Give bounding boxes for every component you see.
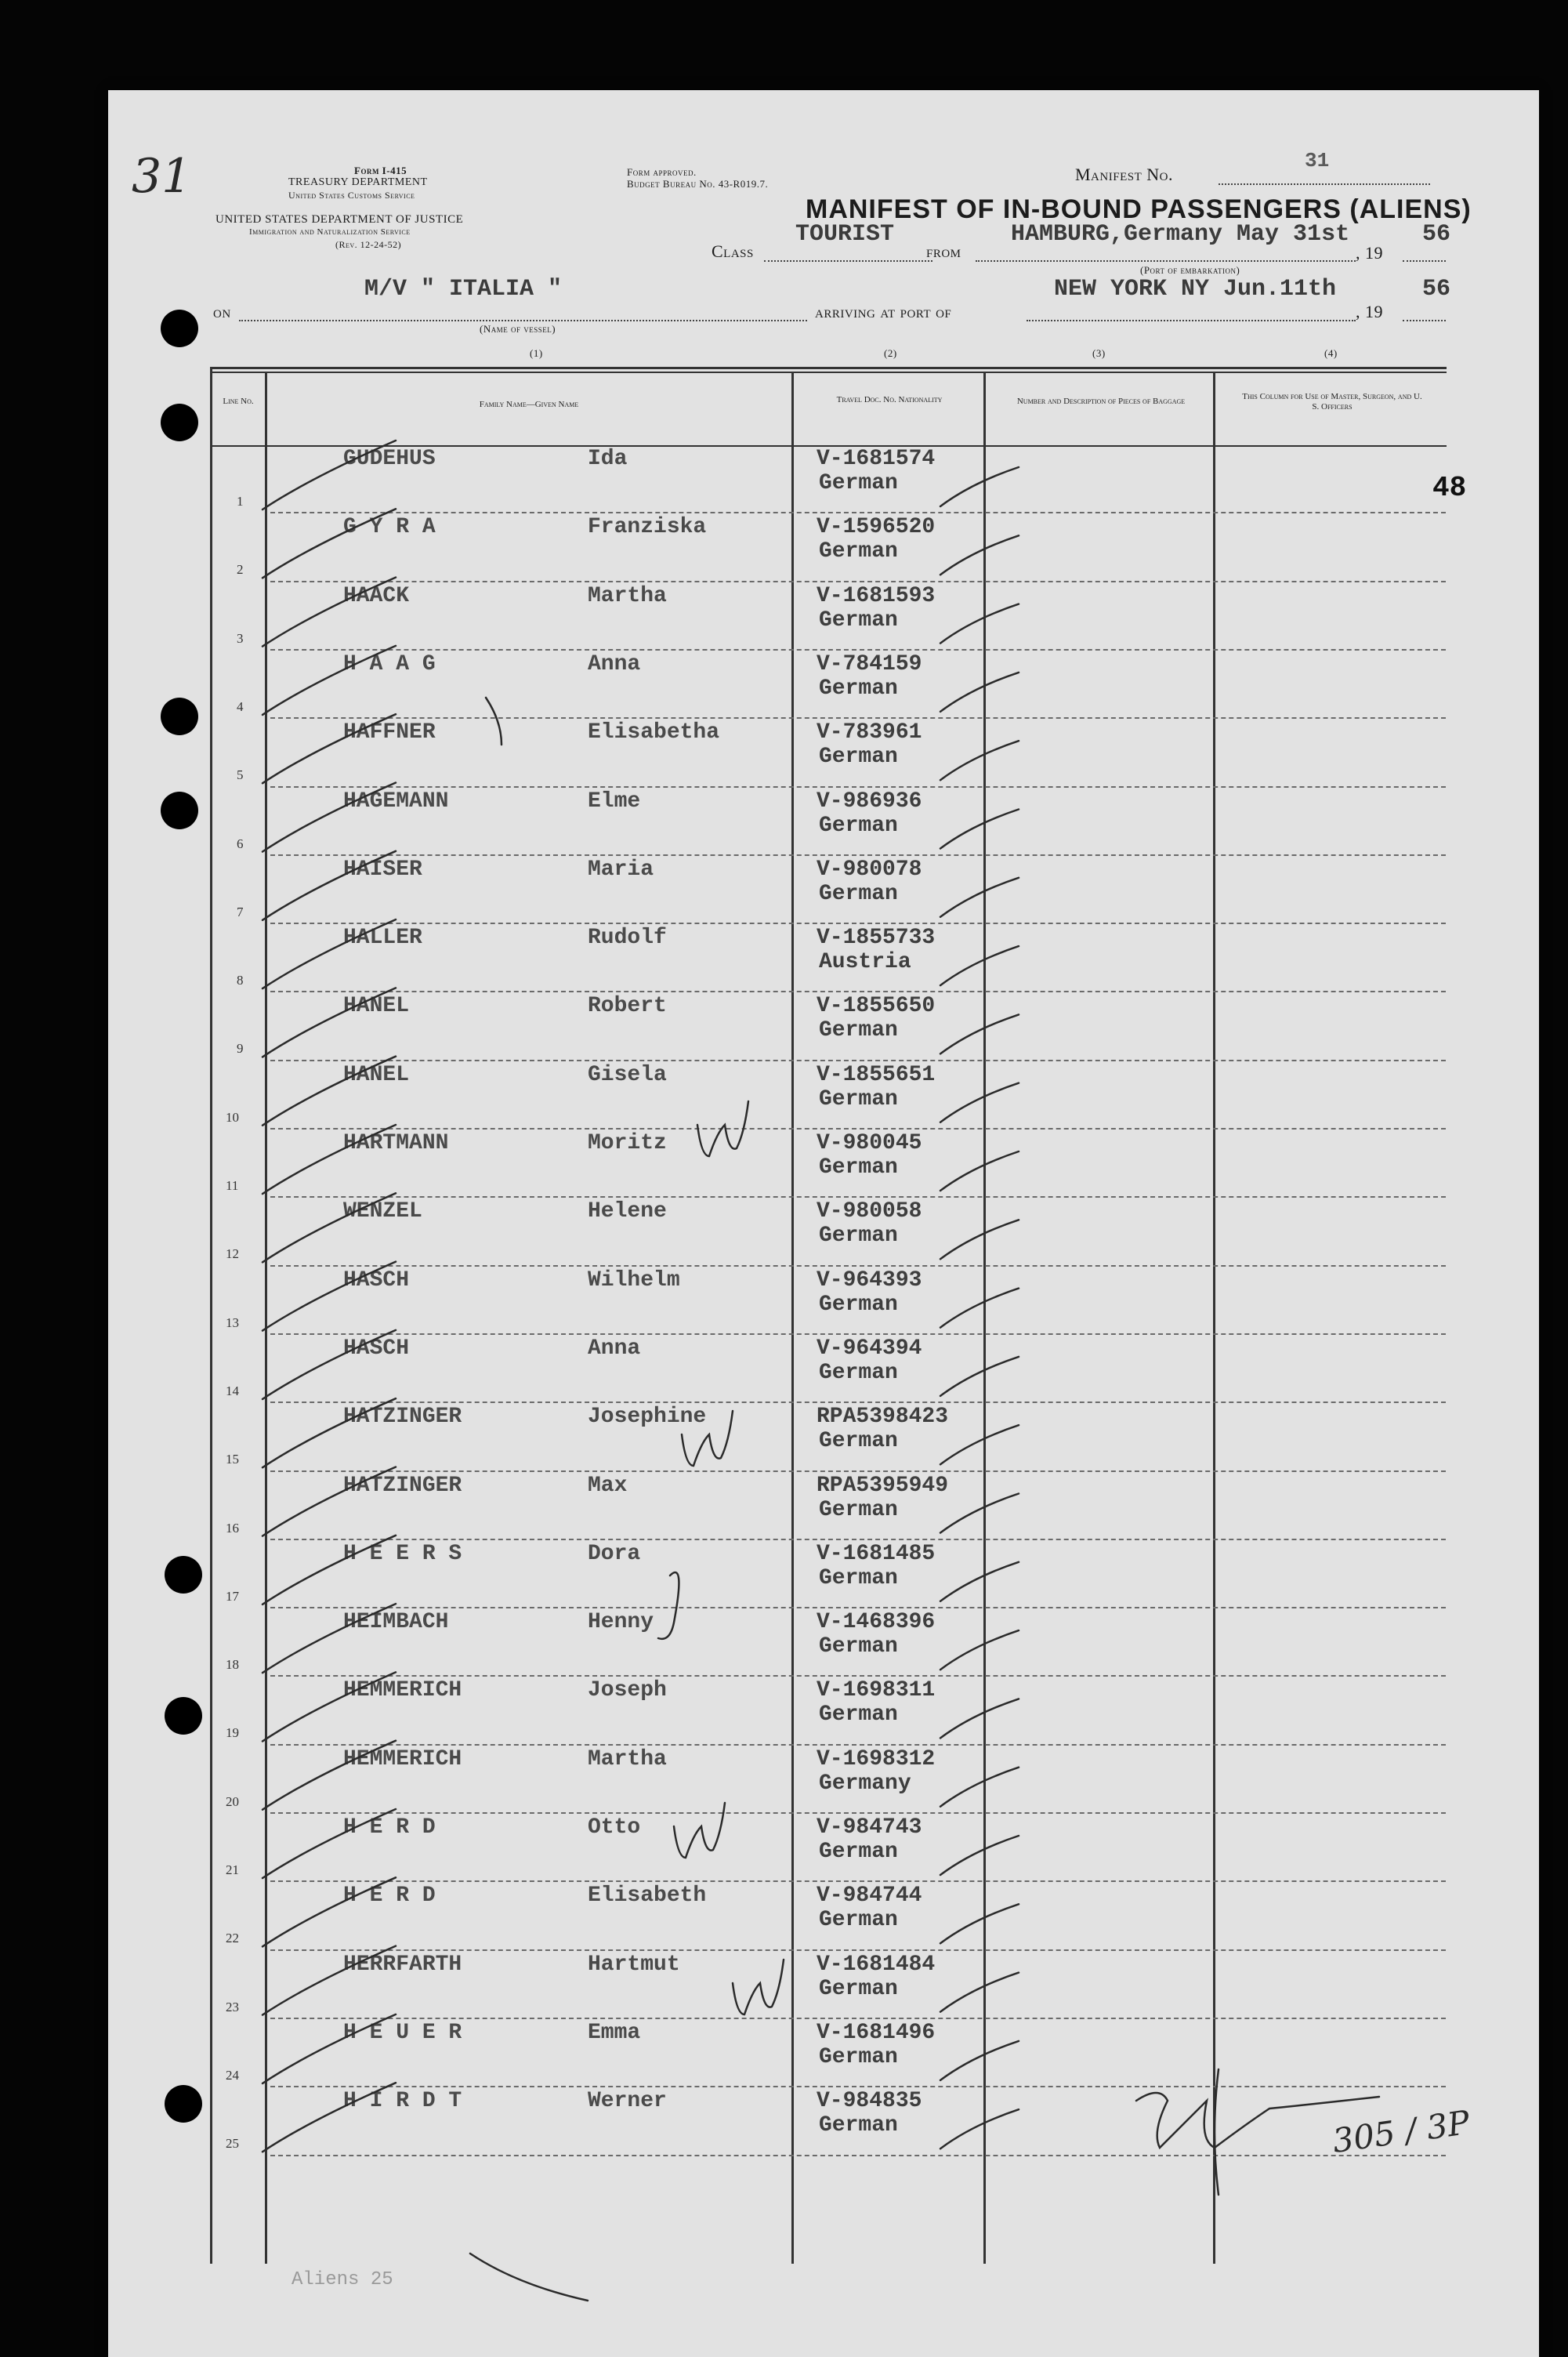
doc-check-mark [940,1220,1019,1259]
name-check-mark [263,783,396,852]
doc-check-mark [940,1494,1019,1533]
nationality: German [819,471,898,495]
nationality: German [819,1976,898,2001]
given-name: Werner [588,2089,667,2114]
name-check-mark [263,1467,396,1536]
from-value: HAMBURG,Germany May 31st [1011,221,1350,248]
line-number: 12 [226,1246,239,1262]
arriving-value: NEW YORK NY Jun.11th [1054,276,1337,303]
nationality: Germany [819,1771,911,1796]
given-name: Rudolf [588,926,667,951]
family-name: GUDEHUS [343,447,436,471]
customs-service: United States Customs Service [288,190,415,201]
line-number: 20 [226,1793,239,1809]
given-name: Franziska [588,515,707,540]
line-number: 3 [237,630,244,646]
line-number: 6 [237,836,244,851]
travel-doc-number: V-1855650 [817,994,936,1019]
given-name: Joseph [588,1678,667,1703]
nationality: German [819,1840,898,1864]
given-name: Helene [588,1199,667,1224]
doc-check-mark [940,1151,1019,1191]
line-number: 9 [237,1041,244,1057]
given-name: Ida [588,447,628,471]
travel-doc-number: V-784159 [817,651,922,676]
doc-check-mark [940,1289,1019,1328]
family-name: HASCH [343,1336,410,1361]
doc-check-mark [940,878,1019,917]
department-of-justice: UNITED STATES DEPARTMENT OF JUSTICE [215,213,464,226]
nationality: German [819,1565,898,1590]
travel-doc-number: V-1596520 [817,515,936,540]
column-2-number: (2) [884,347,897,359]
doc-check-mark [940,1562,1019,1601]
doc-check-mark [940,741,1019,780]
doc-check-mark [940,1357,1019,1396]
travel-doc-number: V-783961 [817,720,922,745]
name-check-mark [263,1946,396,2015]
column-3-number: (3) [1092,347,1106,359]
given-name: Elisabetha [588,720,720,745]
nationality: German [819,1497,898,1522]
family-name: HAGEMANN [343,789,449,814]
travel-doc-number: V-964393 [817,1267,922,1293]
column-1-number: (1) [530,347,543,359]
line-number: 22 [226,1931,239,1946]
from-label: from [926,241,961,261]
travel-doc-number: V-964394 [817,1336,922,1361]
given-name: Wilhelm [588,1267,680,1293]
given-name: Emma [588,2020,641,2045]
family-name: WENZEL [343,1199,422,1224]
line-number: 18 [226,1657,239,1673]
travel-doc-number: V-1468396 [817,1610,936,1635]
family-name: H E U E R [343,2020,462,2045]
line-number: 19 [226,1725,239,1741]
travel-doc-number: V-986936 [817,789,922,814]
arriving-year-prefix: , 19 [1356,302,1383,321]
doc-check-mark [940,1630,1019,1670]
port-of-embarkation-caption: (Port of embarkation) [1140,264,1240,276]
vessel-caption: (Name of vessel) [480,323,556,335]
given-name: Anna [588,651,641,676]
arriving-label: arriving at port of [815,302,952,321]
travel-doc-number: V-1681593 [817,583,936,608]
officers-header: This Column for Use of Master, Surgeon, and U. S. Officers [1242,392,1422,412]
family-name: H E E R S [343,1541,462,1566]
given-name: Maria [588,857,654,882]
handwritten-note: 305 / 3P [1330,2102,1472,2161]
nationality: German [819,1292,898,1317]
name-check-mark [263,1057,396,1126]
naturalization-service: Immigration and Naturalization Service [249,227,411,237]
family-name: HEMMERICH [343,1678,462,1703]
travel-doc-number: V-1681496 [817,2020,936,2045]
form-approved: Form approved. [627,166,697,178]
name-check-mark [263,509,396,578]
nationality: German [819,1224,898,1249]
travel-doc-number: V-980078 [817,857,922,882]
line-number: 25 [226,2136,239,2152]
given-name: Hartmut [588,1952,680,1977]
travel-doc-number: V-984743 [817,1815,922,1840]
family-name: HAISER [343,857,422,882]
doc-check-mark [940,535,1019,575]
margin-note: 31 [132,149,192,204]
line-number: 7 [237,904,244,919]
travel-doc-number: V-1855733 [817,926,936,951]
nationality: German [819,1702,898,1728]
nationality: German [819,2044,898,2069]
line-number: 4 [237,698,244,714]
travel-doc-number: V-984744 [817,1884,922,1909]
travel-doc-number: V-1855651 [817,1062,936,1087]
doc-check-mark [940,604,1019,644]
travel-doc-number: V-1698312 [817,1746,936,1771]
given-name: Dora [588,1541,641,1566]
family-name: H I R D T [343,2089,462,2114]
nationality: Austria [819,950,911,975]
form-number: Form I-415 [354,165,407,176]
line-number: 13 [226,1314,239,1330]
name-check-mark [263,1604,396,1673]
name-check-mark [263,578,396,647]
travel-doc-number: V-980058 [817,1199,922,1224]
doc-check-mark [940,2109,1019,2148]
doc-check-mark [940,1014,1019,1053]
given-name: Josephine [588,1405,707,1430]
doc-check-mark [940,1836,1019,1875]
name-header: Family Name—Given Name [479,400,579,409]
given-name: Moritz [588,1131,667,1155]
nationality: German [819,881,898,906]
nationality: German [819,745,898,770]
line-number: 15 [226,1452,239,1467]
family-name: HAACK [343,583,410,608]
from-year: 56 [1422,221,1451,248]
line-number: 14 [226,1383,239,1398]
manifest-label: Manifest No. [1075,165,1173,184]
nationality: German [819,1429,898,1454]
from-year-prefix: , 19 [1356,243,1383,263]
family-name: HERRFARTH [343,1952,462,1977]
travel-doc-number: V-1681485 [817,1541,936,1566]
vessel-name: M/V " ITALIA " [364,276,563,303]
line-number: 1 [237,494,244,509]
name-check-mark [263,714,396,783]
name-check-mark [263,1536,396,1605]
family-name: HAFFNER [343,720,436,745]
aliens-count: Aliens 25 [292,2269,393,2290]
line-no-header: Line No. [223,397,254,406]
name-check-mark [263,1262,396,1331]
family-name: HATZINGER [343,1405,462,1430]
family-name: HASCH [343,1267,410,1293]
given-name: Gisela [588,1062,667,1087]
doc-check-mark [940,1699,1019,1738]
name-check-mark [263,1741,396,1810]
travel-doc-number: V-1681484 [817,1952,936,1977]
nationality: German [819,1634,898,1659]
family-name: H A A G [343,651,436,676]
arriving-year: 56 [1422,276,1451,303]
given-name: Henny [588,1610,654,1635]
travel-doc-header: Travel Doc. No. Nationality [836,395,943,404]
doc-check-mark [940,1973,1019,2012]
name-check-mark [263,1877,396,1946]
line-number: 23 [226,1999,239,2014]
doc-check-mark [940,673,1019,712]
travel-doc-number: V-980045 [817,1131,922,1155]
family-name: HANEL [343,1062,410,1087]
doc-check-mark [940,1083,1019,1122]
line-number: 10 [226,1109,239,1125]
line-number: 16 [226,1520,239,1536]
nationality: German [819,1018,898,1043]
line-number: 2 [237,562,244,578]
doc-check-mark [940,810,1019,849]
class-label: Class [712,241,754,261]
nationality: German [819,1155,898,1180]
nationality: German [819,1360,898,1385]
family-name: HEMMERICH [343,1746,462,1771]
given-name: Elme [588,789,641,814]
page-title: MANIFEST OF IN-BOUND PASSENGERS (ALIENS) [806,194,1472,224]
given-name: Max [588,1473,628,1498]
family-name: HANEL [343,994,410,1019]
family-name: H E R D [343,1815,436,1840]
travel-doc-number: RPA5395949 [817,1473,949,1498]
travel-doc-number: V-1681574 [817,447,936,471]
doc-check-mark [940,1768,1019,1807]
line-number: 24 [226,2067,239,2083]
treasury-department: TREASURY DEPARTMENT [288,176,428,188]
name-check-mark [263,1330,396,1399]
given-name: Martha [588,1746,667,1771]
given-name: Robert [588,994,667,1019]
name-check-mark [263,1193,396,1262]
family-name: HARTMANN [343,1131,449,1155]
nationality: German [819,607,898,633]
family-name: HALLER [343,926,422,951]
given-name: Otto [588,1815,641,1840]
on-label: on [213,302,231,321]
given-name: Anna [588,1336,641,1361]
doc-check-mark [940,1425,1019,1464]
doc-check-mark [940,946,1019,985]
travel-doc-number: RPA5398423 [817,1405,949,1430]
name-check-mark [263,441,396,509]
travel-doc-number: V-1698311 [817,1678,936,1703]
manifest-number: 31 [1305,149,1330,172]
name-check-mark [263,851,396,920]
name-check-mark [263,1125,396,1194]
name-check-mark [263,2083,396,2152]
name-check-mark [263,988,396,1057]
nationality: German [819,2113,898,2138]
nationality: German [819,1086,898,1111]
line-number: 8 [237,973,244,988]
line-number: 21 [226,1862,239,1877]
nationality: German [819,1908,898,1933]
name-check-mark [263,919,396,988]
budget-bureau: Budget Bureau No. 43-R019.7. [627,178,769,190]
line-number: 11 [226,1178,239,1193]
nationality: German [819,676,898,701]
line-number: 5 [237,767,244,783]
nationality: German [819,539,898,564]
family-name: G Y R A [343,515,436,540]
given-name: Martha [588,583,667,608]
family-name: HEIMBACH [343,1610,449,1635]
name-check-mark [263,1672,396,1741]
name-check-mark [263,1398,396,1467]
given-name: Elisabeth [588,1884,707,1909]
doc-check-mark [940,467,1019,506]
name-check-mark [263,2014,396,2083]
form-revision: (Rev. 12-24-52) [335,239,402,250]
doc-check-mark [940,1904,1019,1943]
name-check-mark [263,646,396,715]
column-4-number: (4) [1324,347,1338,359]
family-name: H E R D [343,1884,436,1909]
doc-check-mark [940,2041,1019,2080]
travel-doc-number: V-984835 [817,2089,922,2114]
name-check-mark [263,1809,396,1878]
page-total: 48 [1432,472,1467,504]
nationality: German [819,813,898,838]
baggage-header: Number and Description of Pieces of Baggage [1016,397,1186,406]
line-number: 17 [226,1588,239,1604]
family-name: HATZINGER [343,1473,462,1498]
class-value: TOURIST [795,221,895,248]
